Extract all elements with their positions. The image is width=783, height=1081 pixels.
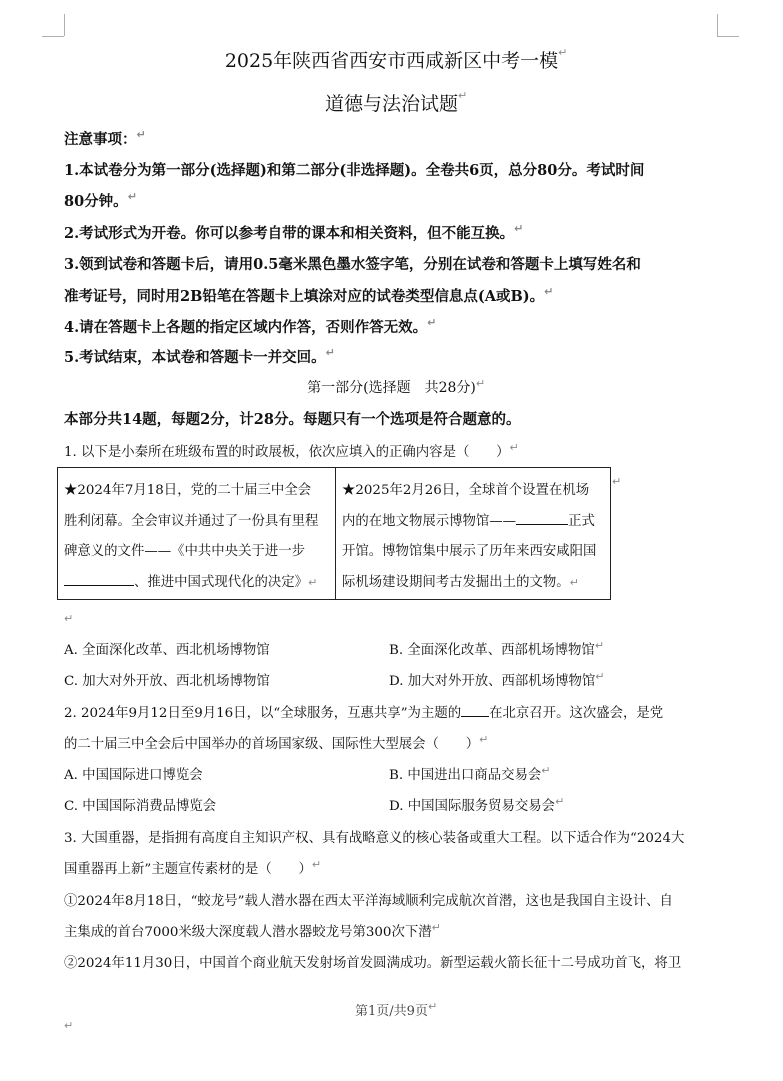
news-board-left-cell [58,468,336,600]
question-3-stem: 3. 大国重器，是指拥有高度自主知识产权、具有战略意义的核心装备或重大工程。以下适合作为“2024大 [64,831,685,846]
q2-option-a: A. 中国国际进口博览会 [64,768,203,783]
exam-title: 2025年陕西省西安市西咸新区中考一模 ↵ [224,46,568,72]
paragraph-mark: ↵ [612,475,622,488]
q1-option-b: B. 全面深化改革、西部机场博物馆 ↵ [389,639,605,658]
question-3-item-1-cont: 主集成的首台7000米级大深度载人潜水器蛟龙号第300次下潜 ↵ [64,921,441,940]
notice-item-3: 3.领到试卷和答题卡后，请用0.5毫米黑色墨水签字笔，分别在试卷和答题卡上填写姓名和 [64,256,641,273]
news-left-line-1: ★2024年7月18日，党的二十届三中全会 [64,483,312,498]
answer-blank [516,510,568,525]
answer-blank [64,571,134,586]
news-board-right-cell [336,468,611,600]
question-3-item-2: ②2024年11月30日，中国首个商业航天发射场首发圆满成功。新型运载火箭长征十二号成功首飞，将卫 [64,956,682,971]
crop-mark-top-right [717,36,739,37]
part1-heading: 第一部分(选择题 共28分) ↵ [307,377,486,396]
question-3-stem-cont: 国重器再上新”主题宣传素材的是（ ） ↵ [64,858,322,877]
question-2-stem-cont: 的二十届三中全会后中国举办的首场国家级、国际性大型展会（ ） ↵ [64,733,489,752]
paragraph-mark: ↵ [64,1019,74,1032]
news-right-line-3: 开馆。博物馆集中展示了历年来西安咸阳国 [342,544,597,559]
q2-option-d: D. 中国国际服务贸易交易会 ↵ [389,795,565,814]
page-number: 第1页/共9页 ↵ [355,1000,438,1019]
news-right-line-2: 内的在地文物展示博物馆—— 正式 [342,507,604,538]
notice-item-1: 1.本试卷分为第一部分(选择题)和第二部分(非选择题)。全卷共6页，总分80分。考试时间 [64,162,645,179]
notice-item-2: 2.考试形式为开卷。你可以参考自带的课本和相关资料，但不能互换。 ↵ [64,222,524,242]
crop-mark-top-left [42,36,64,37]
news-left-line-2: 胜利闭幕。全会审议并通过了一份具有里程 [64,513,319,529]
paragraph-mark: ↵ [64,612,74,625]
q2-option-b: B. 中国进出口商品交易会 ↵ [389,764,551,783]
crop-mark-top-right [717,14,718,36]
notice-item-5: 5.考试结束，本试卷和答题卡一并交回。 ↵ [64,346,335,366]
question-3-item-1: ①2024年8月18日，“蛟龙号”载人潜水器在西太平洋海域顺利完成航次首潜，这也是我国自主设计、自 [64,894,673,909]
news-right-line-1: ★2025年2月26日，全球首个设置在机场 [342,483,590,498]
question-2-stem: 2. 2024年9月12日至9月16日，以“全球服务，互惠共享”为主题的 在北京召开。这次盛会，是党 [64,702,721,721]
question-1-stem: 1. 以下是小秦所在班级布置的时政展板，依次应填入的正确内容是（ ） ↵ [64,441,519,460]
notice-item-4: 4.请在答题卡上各题的指定区域内作答，否则作答无效。 ↵ [64,316,437,336]
question-1-news-board [57,467,611,600]
q1-option-a: A. 全面深化改革、西北机场博物馆 [64,643,270,658]
q1-option-c: C. 加大对外开放、西北机场博物馆 [64,674,270,689]
notice-item-1-cont: 80分钟。 ↵ [64,190,137,210]
news-right-line-4: 际机场建设期间考古发掘出土的文物。 ↵ [342,574,579,590]
answer-blank [461,702,489,717]
q2-option-c: C. 中国国际消费品博览会 [64,799,217,814]
notice-heading: 注意事项： ↵ [64,128,146,148]
notice-item-3-cont: 准考证号，同时用2B铅笔在答题卡上填涂对应的试卷类型信息点(A或B)。 ↵ [64,285,554,305]
exam-subject: 道德与法治试题 ↵ [324,89,468,115]
news-left-line-4: 、推进中国式现代化的决定》 ↵ [64,568,329,599]
q1-option-d: D. 加大对外开放、西部机场博物馆 ↵ [389,670,605,689]
news-left-line-3: 碑意义的文件——《中共中央关于进一步 [64,544,306,559]
crop-mark-top-left [64,14,65,36]
part1-instruction: 本部分共14题，每题2分，计28分。每题只有一个选项是符合题意的。 [64,411,521,428]
